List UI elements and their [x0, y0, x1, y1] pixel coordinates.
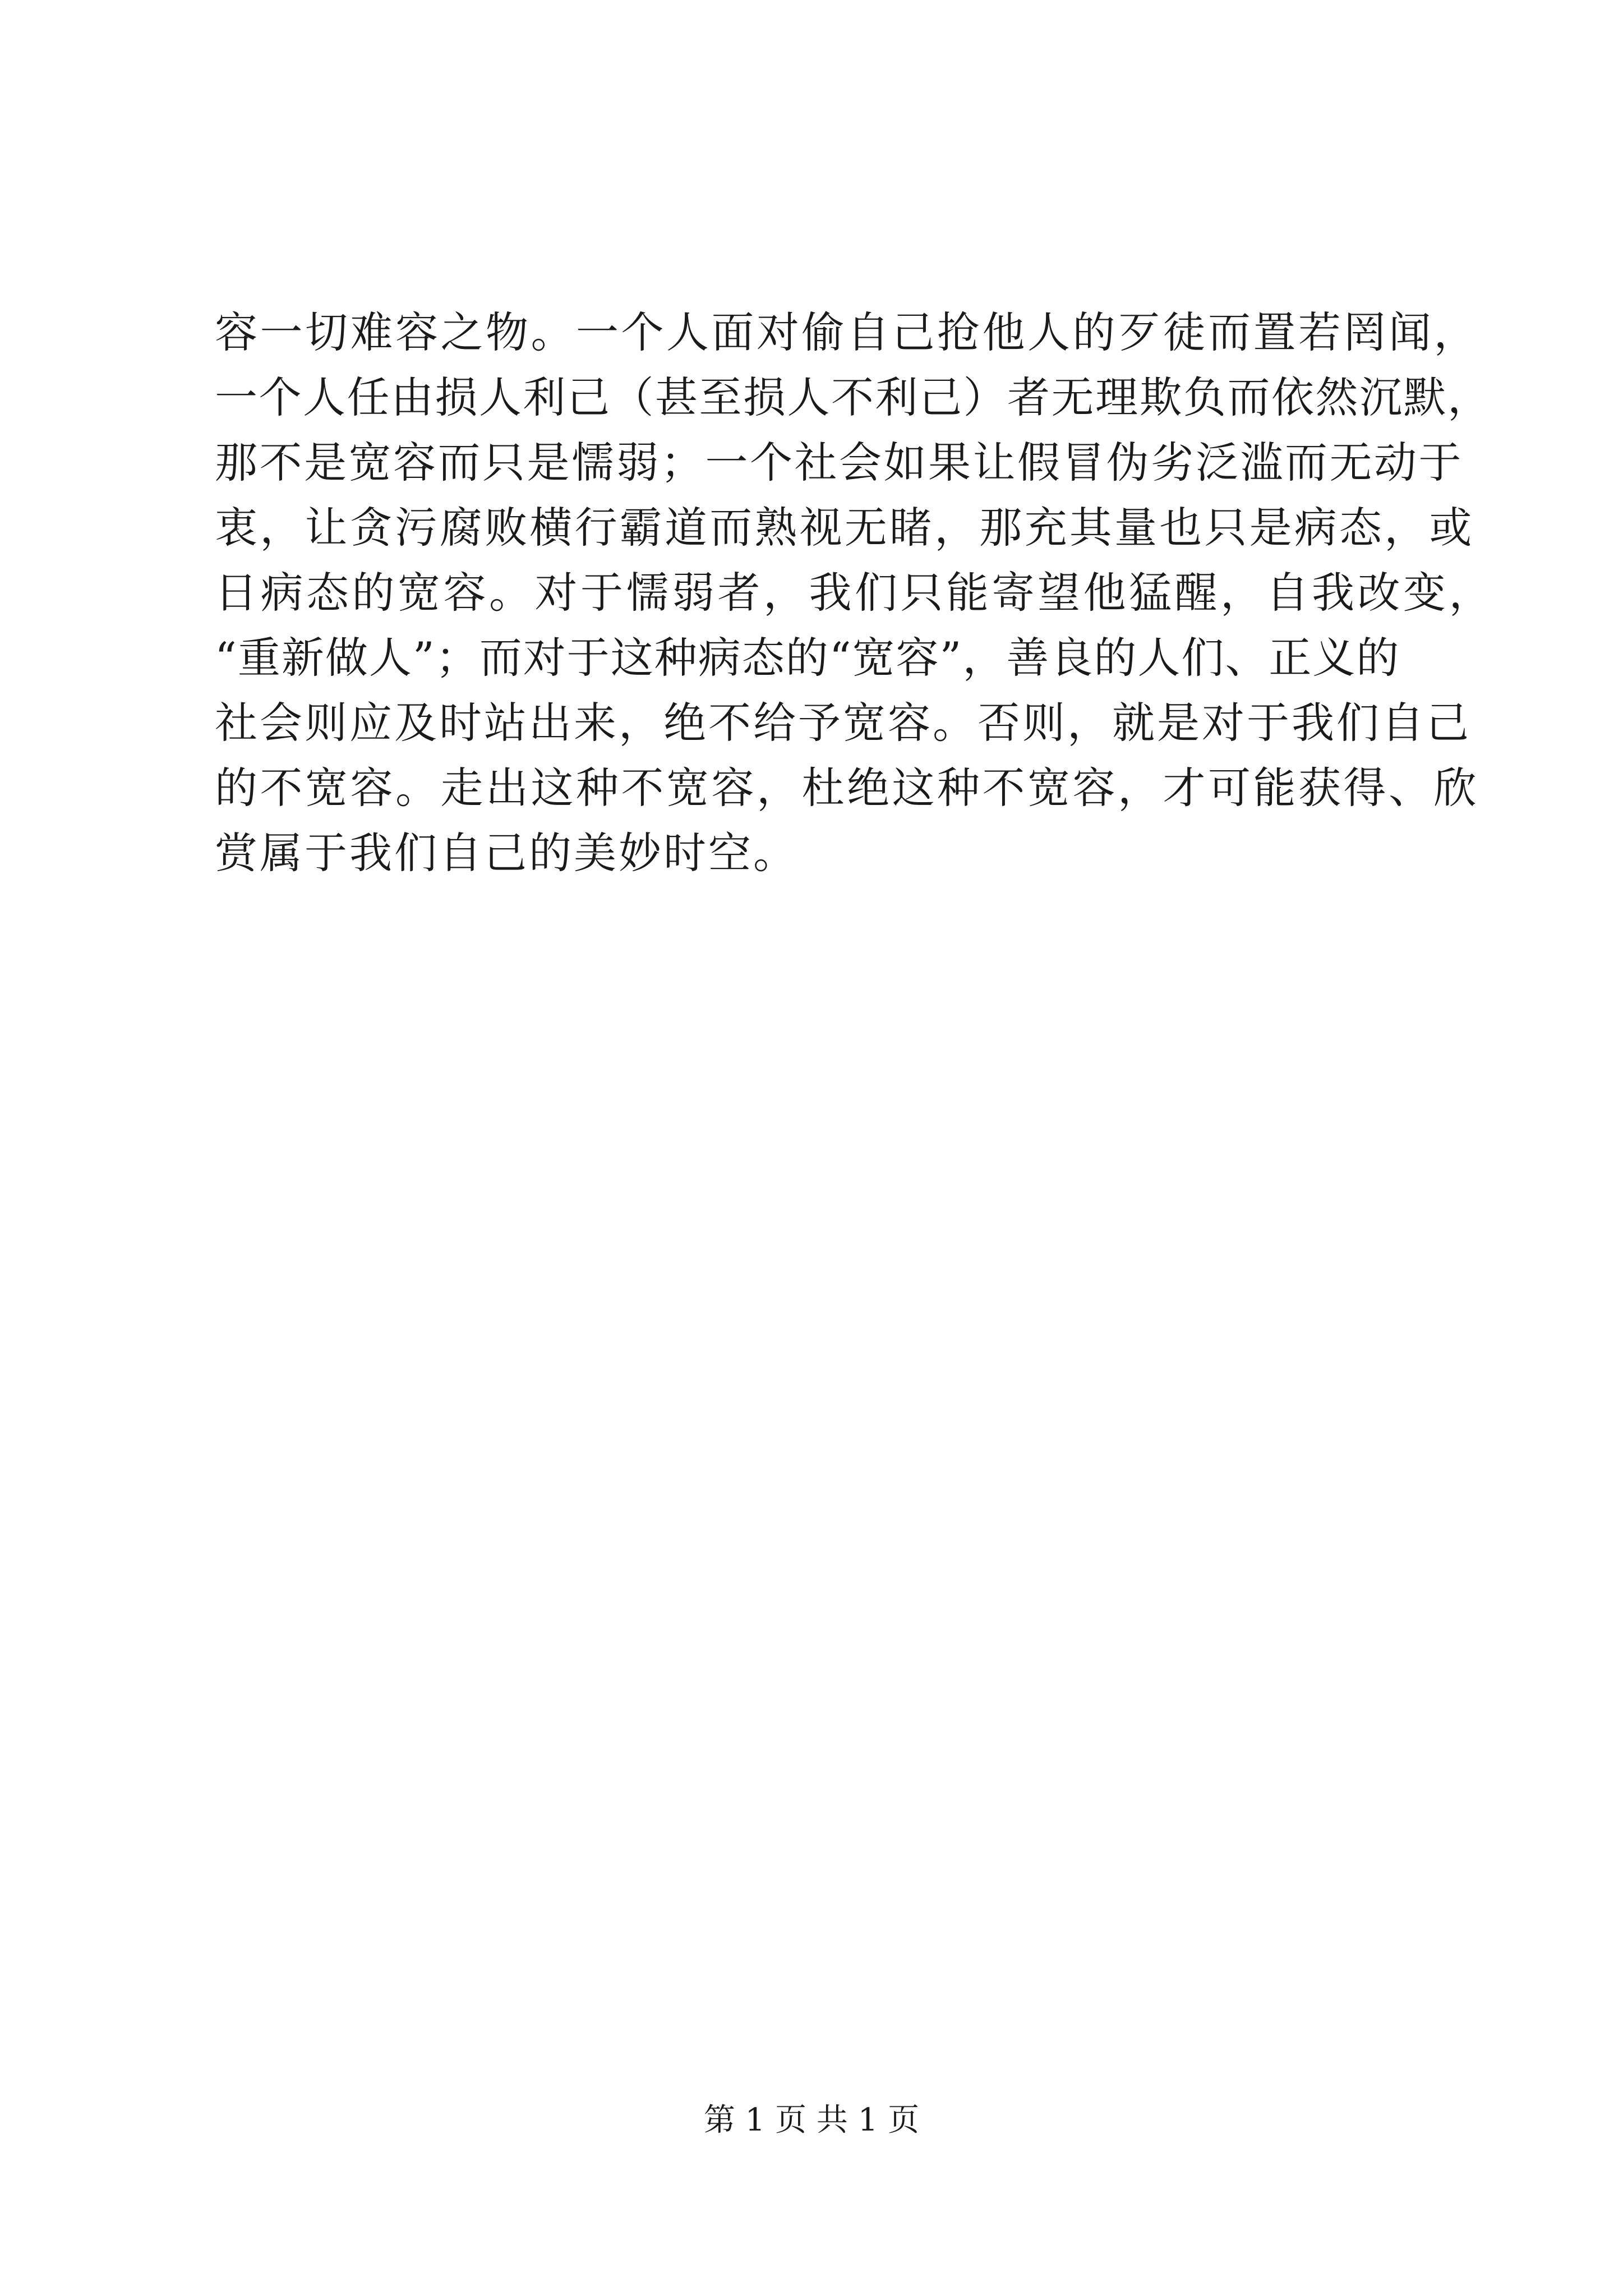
paragraph-line: 的不宽容。走出这种不宽容，杜绝这种不宽容，才可能获得、欣 [215, 763, 1479, 813]
paragraph-line: 赏属于我们自己的美妙时空。 [215, 828, 798, 878]
page-number-footer: 第 1 页 共 1 页 [703, 2102, 920, 2138]
paragraph-line: 衷，让贪污腐败横行霸道而熟视无睹，那充其量也只是病态，或 [215, 503, 1474, 553]
paragraph-line: 社会则应及时站出来，绝不给予宽容。否则，就是对于我们自己 [215, 698, 1471, 748]
paragraph-line: 日病态的宽容。对于懦弱者，我们只能寄望他猛醒，自我改变， [215, 568, 1495, 618]
paragraph-line: 那不是宽容而只是懦弱；一个社会如果让假冒伪劣泛滥而无动于 [215, 438, 1463, 487]
paragraph-line: 一个人任由损人利己（甚至损人不利己）者无理欺负而依然沉默， [215, 372, 1492, 422]
paragraph-line: “重新做人”；而对于这种病态的“宽容”，善良的人们、正义的 [215, 633, 1400, 683]
paragraph-line: 容一切难容之物。一个人面对偷自己抢他人的歹徒而置若罔闻， [215, 307, 1479, 357]
body-paragraph [215, 300, 1495, 886]
